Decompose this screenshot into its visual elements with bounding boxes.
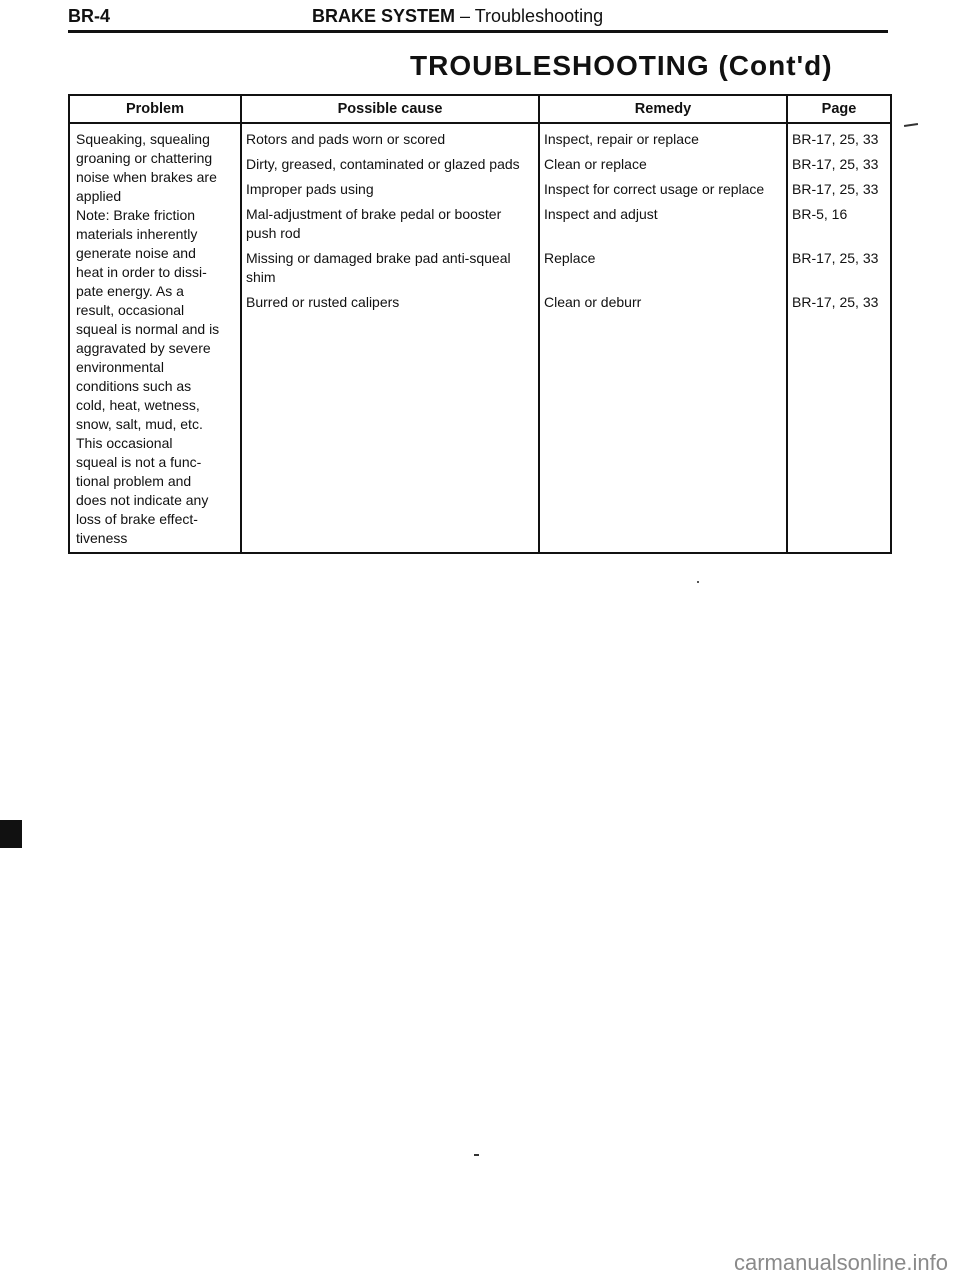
- problem-cell: [69, 123, 241, 553]
- header-dash: –: [455, 6, 475, 26]
- section-tab-marker: [0, 820, 22, 848]
- header-section: Troubleshooting: [474, 6, 604, 26]
- header-system: BRAKE SYSTEM: [312, 6, 456, 26]
- remedy-item: Inspect for correct usage or replace: [544, 181, 765, 197]
- cause-item: Dirty, greased, contaminated or glazed pads: [246, 156, 520, 172]
- cause-item: Mal-adjustment of brake pedal or booster push rod: [246, 206, 502, 241]
- page-ref: BR-17, 25, 33: [792, 294, 879, 310]
- remedy-item: Clean or deburr: [544, 294, 642, 310]
- remedy-item: Inspect and adjust: [544, 206, 658, 222]
- troubleshooting-table: [68, 94, 892, 554]
- header-problem: Problem: [69, 95, 241, 123]
- problem-text: Squeaking, squealing groaning or chattering noise when brakes are applied Note: Brake friction materials inherently generate noise and heat in order to dissi- pate energy. As a result, occasional squeal is normal and is aggravated by severe environmental conditions such as cold, heat, wetness, snow, salt, mud, etc. This occasional squeal is not a func- tional problem and does not indicate any loss of brake effect- tiveness: [76, 131, 220, 546]
- cause-item: Missing or damaged brake pad anti-squeal shim: [246, 250, 511, 285]
- cause-item: Improper pads using: [246, 181, 374, 197]
- remedy-column: [539, 123, 787, 553]
- table-header-row: [69, 95, 891, 123]
- page-ref: BR-17, 25, 33: [792, 250, 879, 266]
- scan-speck: [474, 1154, 479, 1156]
- section-title: TROUBLESHOOTING (Cont'd): [410, 50, 833, 81]
- cause-item: Rotors and pads worn or scored: [246, 131, 446, 147]
- page-ref: BR-5, 16: [792, 206, 848, 222]
- header-title: [312, 6, 603, 27]
- page-ref: BR-17, 25, 33: [792, 131, 879, 147]
- page-ref: BR-17, 25, 33: [792, 181, 879, 197]
- watermark: carmanualsonline.info: [733, 1250, 948, 1275]
- page-number: BR-4: [68, 6, 111, 26]
- cause-item: Burred or rusted calipers: [246, 294, 400, 310]
- scan-speck: [697, 581, 699, 583]
- remedy-item: Replace: [544, 250, 596, 266]
- page-ref: BR-17, 25, 33: [792, 156, 879, 172]
- cause-column: [241, 123, 539, 553]
- header-possible-cause: Possible cause: [241, 95, 539, 123]
- page-column: [787, 123, 891, 553]
- header-remedy: Remedy: [539, 95, 787, 123]
- remedy-item: Inspect, repair or replace: [544, 131, 699, 147]
- header-page: Page: [787, 95, 891, 123]
- remedy-item: Clean or replace: [544, 156, 647, 172]
- margin-mark: [904, 123, 918, 127]
- page-header: [68, 4, 888, 33]
- table-row: [69, 123, 891, 553]
